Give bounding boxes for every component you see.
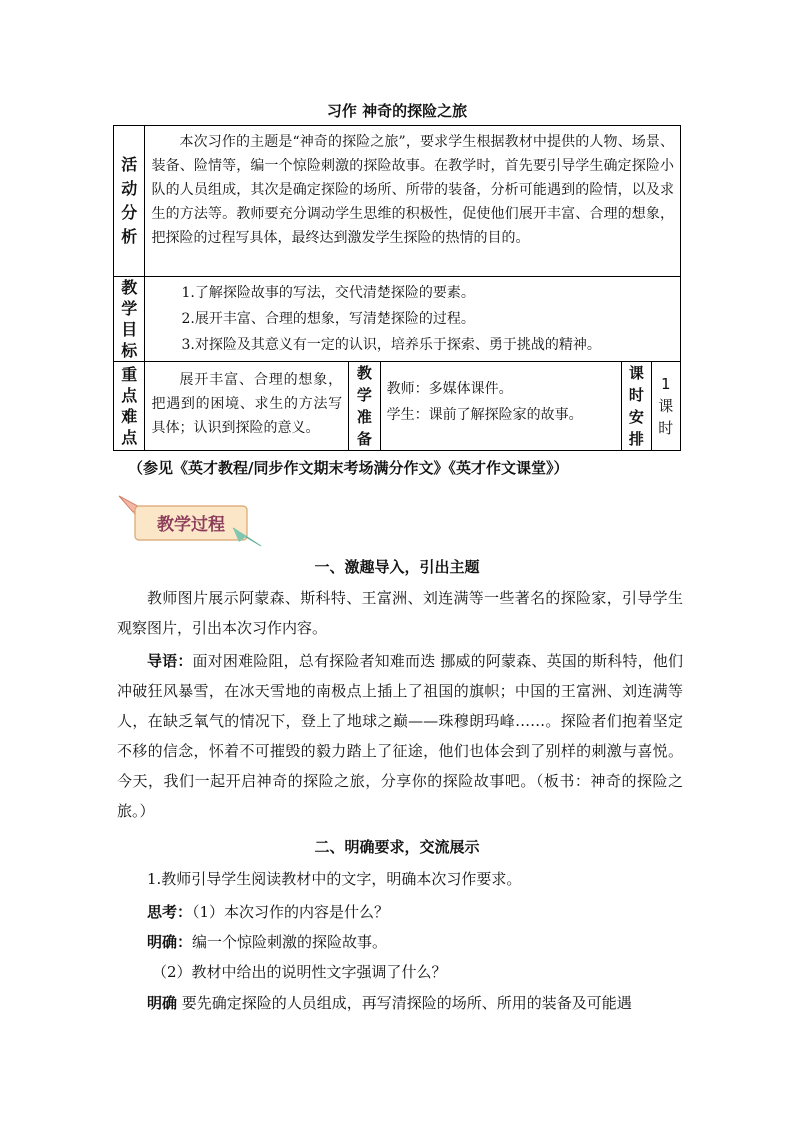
key-points-row — [114, 362, 681, 451]
hours-value: 1 课 时 — [651, 362, 680, 451]
activity-analysis-text: 本次习作的主题是“神奇的探险之旅”，要求学生根据教材中提供的人物、场景、装备、险情等，编一个惊险刺激的探险故事。在教学时，首先要引导学生确定探险小队的人员组成，其次是确定探险的场所、所带的装备，分析可能遇到的险情，以及求生的方法等。教师要充分调动学生思维的积极性，促使他们展开丰富、合理的想象，把探险的过程写具体，最终达到激发学生探险的热情的目的。 — [145, 126, 681, 277]
answer-2: 明确 要先确定探险的人员组成，再写清探险的场所、所用的装备及可能遇 — [147, 994, 632, 1012]
lesson-plan-table — [113, 125, 681, 451]
section-heading-1: 一、激趣导入，引出主题 — [314, 558, 480, 576]
reference-note: （参见《英才教程/同步作文期末考场满分作文》《英才作文课堂》） — [128, 459, 569, 477]
document-title: 习作 神奇的探险之旅 — [326, 102, 468, 120]
prep-student: 学生：课前了解探险家的故事。 — [386, 407, 583, 423]
goal-item: 2.展开丰富、合理的想象，写清楚探险的过程。 — [181, 311, 475, 327]
think-question-1: 思考：（1）本次习作的内容是什么？ — [147, 903, 390, 921]
badge-label: 教学过程 — [157, 515, 225, 535]
lead-label: 导语： — [147, 652, 193, 670]
key-points-header: 重 点 难 点 — [114, 362, 145, 451]
section1-lead-paragraph: 导语：面对困难险阻，总有探险者知难而迭 挪威的阿蒙森、英国的斯科特，他们冲破狂风暴雪，在冰天雪地的南极点上插上了祖国的旗帜；中国的王富洲、刘连满等人，在缺乏氧气的情况下，登上了地球之巅——珠穆朗玛峰……。探险者们抱着坚定不移的信念，怀着不可摧毁的毅力踏上了征途，他们也体会到了别样的刺激与喜悦。今天，我们一起开启神奇的探险之旅，分享你的探险故事吧。（板书：神奇的探险之旅。） — [117, 652, 683, 820]
answer-1: 明确：编一个惊险刺激的探险故事。 — [147, 933, 388, 951]
goal-item: 1.了解探险故事的写法，交代清楚探险的要素。 — [181, 285, 475, 301]
section-heading-2: 二、明确要求，交流展示 — [314, 838, 480, 856]
activity-row — [114, 126, 681, 277]
section1-paragraph: 教师图片展示阿蒙森、斯科特、王富洲、刘连满等一些著名的探险家，引导学生观察图片，引出本次习作内容。 — [117, 589, 683, 637]
section2-step-1: 1.教师引导学生阅读教材中的文字，明确本次习作要求。 — [147, 870, 522, 888]
prep-text — [380, 362, 621, 451]
prep-teacher: 教师：多媒体课件。 — [386, 381, 513, 397]
goals-row — [114, 277, 681, 362]
key-points-text: 展开丰富、合理的想象，把遇到的困境、求生的方法写具体；认识到探险的意义。 — [145, 362, 349, 451]
goal-item: 3.对探险及其意义有一定的认识，培养乐于探索、勇于挑战的精神。 — [181, 337, 601, 353]
goals-list — [145, 277, 681, 362]
teaching-process-badge — [115, 490, 263, 550]
prep-header: 教 学 准 备 — [349, 362, 380, 451]
goals-header: 教 学 目 标 — [114, 277, 145, 362]
activity-header: 活 动 分 析 — [114, 126, 145, 277]
hours-header: 课 时 安 排 — [622, 362, 651, 451]
think-question-2: （2）教材中给出的说明性文字强调了什么？ — [152, 963, 447, 981]
